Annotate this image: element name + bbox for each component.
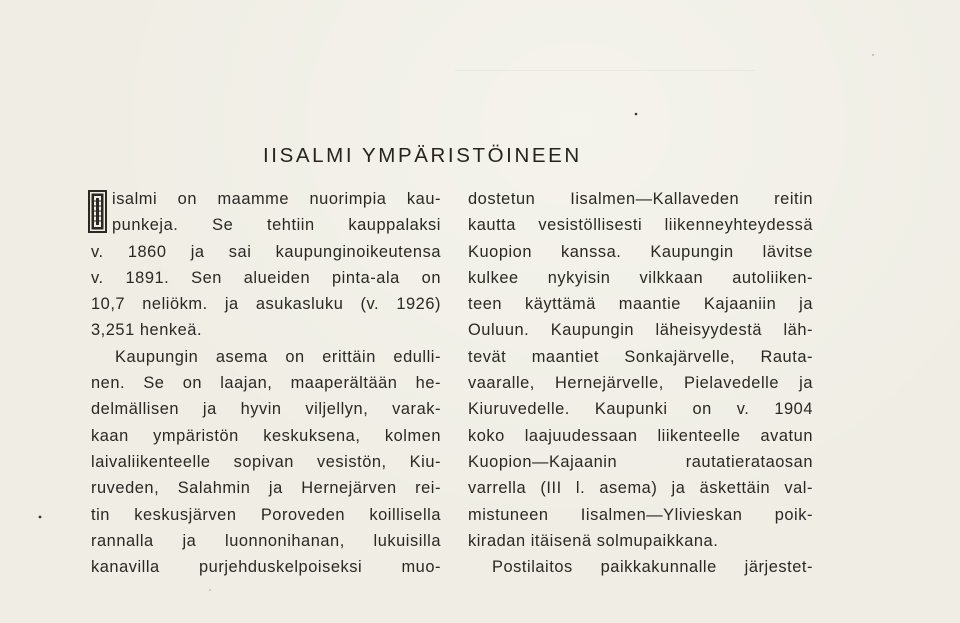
text-line: teen käyttämä maantie Kajaaniin ja: [468, 295, 813, 314]
text-line: Postilaitos paikkakunnalle järjestet-: [492, 558, 813, 577]
text-line: koko laajuudessaan liikenteelle avatun: [468, 426, 813, 445]
text-line: kulkee nykyisin vilkkaan autoliiken-: [468, 268, 813, 287]
right-text-column: [468, 186, 813, 580]
text-line: nen. Se on laajan, maaperältään he-: [91, 374, 441, 393]
text-line: varrella (III l. asema) ja äskettäin val-: [468, 479, 813, 498]
page-title: IISALMI YMPÄRISTÖINEEN: [263, 144, 582, 167]
text-line: Kiuruvedelle. Kaupunki on v. 1904: [468, 400, 813, 419]
text-line: Kuopion kanssa. Kaupungin lävitse: [468, 242, 813, 261]
text-line: tevät maantiet Sonkajärvelle, Rauta-: [468, 347, 813, 366]
text-line: dostetun Iisalmen—Kallaveden reitin: [468, 190, 813, 208]
text-line: punkeja. Se tehtiin kauppalaksi: [112, 216, 441, 235]
text-line: Ouluun. Kaupungin läheisyydestä läh-: [468, 321, 813, 340]
bleed-through-shadow: [455, 70, 755, 131]
text-line: 3,251 henkeä.: [91, 321, 203, 340]
text-line: isalmi on maamme nuorimpia kau-: [112, 190, 441, 208]
text-line: Kaupungin asema on erittäin edulli-: [115, 347, 441, 366]
text-line: mistuneen Iisalmen—Ylivieskan poik-: [468, 505, 813, 524]
text-line: v. 1860 ja sai kaupunginoikeutensa: [91, 242, 441, 261]
text-line: kautta vesistöllisesti liikenneyhteydessä: [468, 216, 813, 235]
text-line: 10,7 neliökm. ja asukasluku (v. 1926): [91, 295, 441, 314]
text-line: kiradan itäisenä solmupaikkana.: [468, 531, 719, 550]
ornamental-initial-i: [88, 190, 107, 233]
text-line: laivaliikenteelle sopivan vesistön, Kiu-: [91, 452, 441, 471]
text-line: ruveden, Salahmin ja Hernejärven rei-: [91, 479, 441, 498]
text-line: delmällisen ja hyvin viljellyn, varak-: [91, 400, 441, 419]
text-line: kanavilla purjehduskelpoiseksi muo-: [91, 558, 441, 577]
text-line: kaan ympäristön keskuksena, kolmen: [91, 426, 441, 445]
text-line: Kuopion—Kajaanin rautatierataosan: [468, 452, 813, 471]
text-line: rannalla ja luonnonihanan, lukuisilla: [91, 531, 441, 550]
text-line: vaaralle, Hernejärvelle, Pielavedelle ja: [468, 374, 813, 393]
text-line: tin keskusjärven Poroveden koillisella: [91, 505, 441, 524]
text-line: v. 1891. Sen alueiden pinta-ala on: [91, 268, 441, 287]
left-text-column: [91, 186, 441, 580]
